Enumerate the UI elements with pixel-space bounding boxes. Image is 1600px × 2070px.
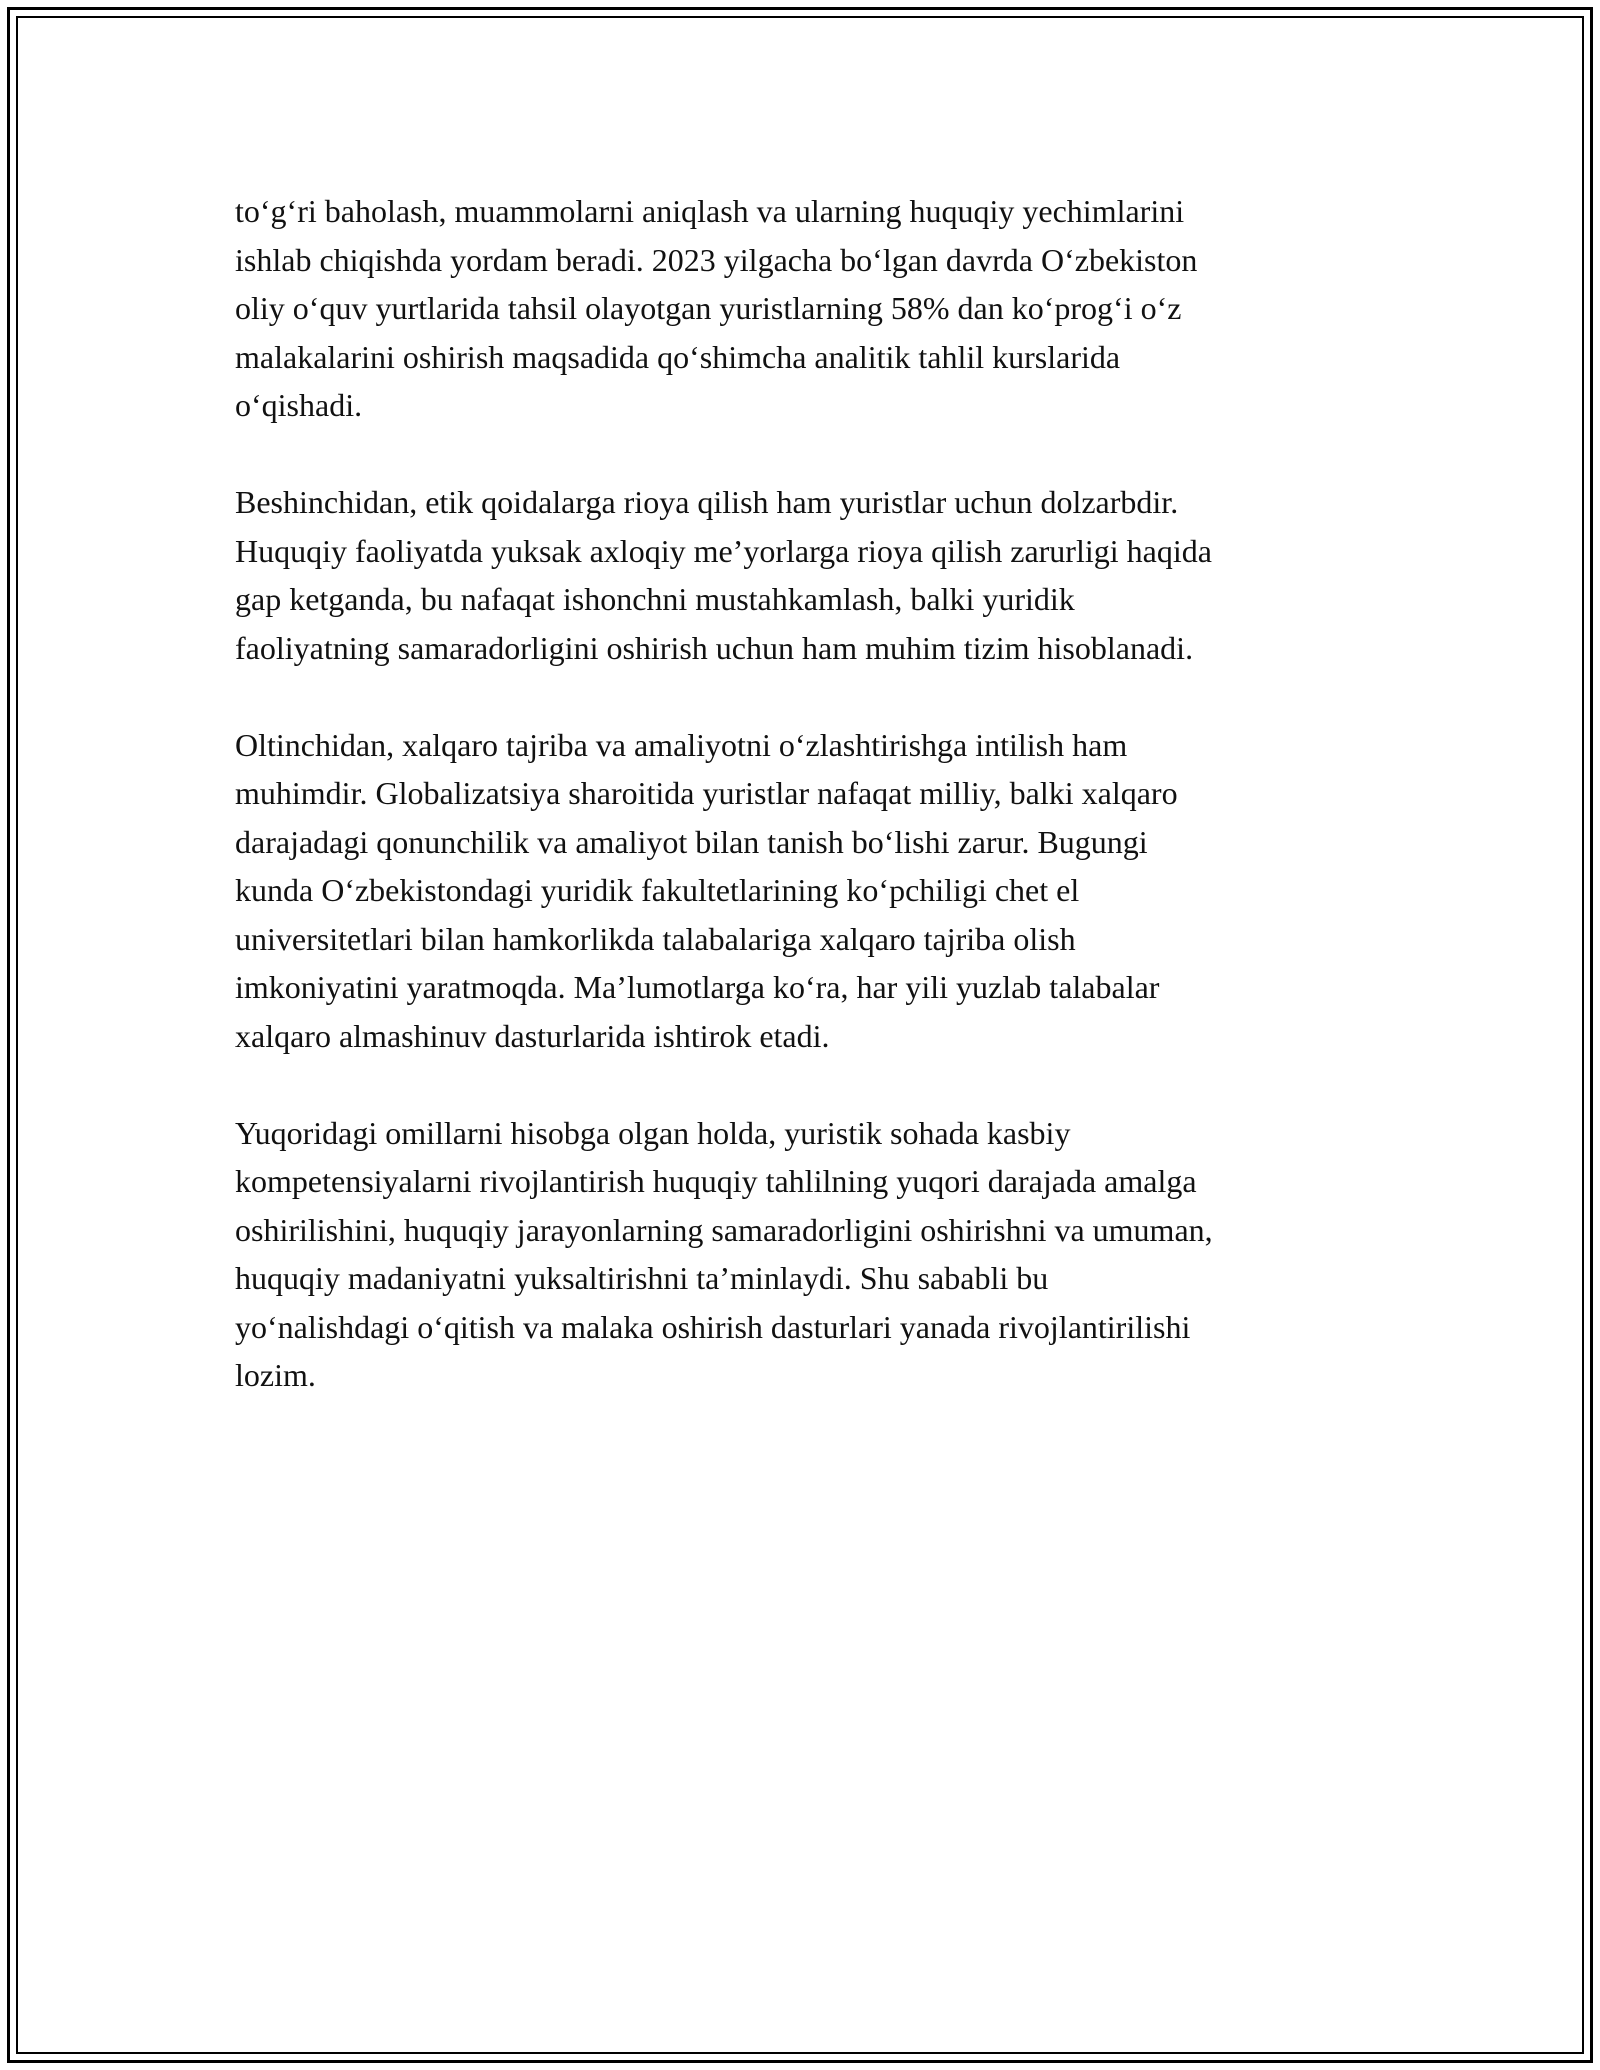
text-line: o‘qishadi. [235, 387, 363, 423]
paragraph-3 [235, 721, 1365, 1061]
text-line: imkoniyatini yaratmoqda. Ma’lumotlarga ko‘ra, har yili yuzlab talabalar [235, 969, 1160, 1005]
text-line: Huquqiy faoliyatda yuksak axloqiy me’yorlarga rioya qilish zarurligi haqida [235, 532, 1212, 569]
text-line: oliy o‘quv yurtlarida tahsil olayotgan yuristlarning 58% dan ko‘prog‘i o‘z [235, 290, 1182, 326]
paragraph-4 [235, 1109, 1365, 1400]
text-line: universitetlari bilan hamkorlikda talabalariga xalqaro tajriba olish [235, 920, 1076, 957]
paragraph-2 [235, 478, 1365, 672]
text-line: lozim. [235, 1357, 316, 1393]
text-line: yo‘nalishdagi o‘qitish va malaka oshirish dasturlari yanada rivojlantirilishi [235, 1308, 1191, 1345]
text-line: ishlab chiqishda yordam beradi. 2023 yilgacha bo‘lgan davrda O‘zbekiston [235, 241, 1198, 278]
text-line: malakalarini oshirish maqsadida qo‘shimcha analitik tahlil kurslarida [235, 338, 1121, 375]
text-line: Beshinchidan, etik qoidalarga rioya qilish ham yuristlar uchun dolzarbdir. [235, 484, 1179, 520]
text-line: gap ketganda, bu nafaqat ishonchni mustahkamlash, balki yuridik [235, 581, 1075, 617]
text-line: to‘g‘ri baholash, muammolarni aniqlash va ularning huquqiy yechimlarini [235, 193, 1185, 229]
document-body [235, 187, 1365, 1448]
text-line: xalqaro almashinuv dasturlarida ishtirok etadi. [235, 1017, 830, 1054]
text-line: faoliyatning samaradorligini oshirish uchun ham muhim tizim hisoblanadi. [235, 629, 1194, 666]
text-line: darajadagi qonunchilik va amaliyot bilan tanish bo‘lishi zarur. Bugungi [235, 823, 1148, 860]
text-line: kunda O‘zbekistondagi yuridik fakultetlarining ko‘pchiligi chet el [235, 872, 1080, 908]
text-line: oshirilishini, huquqiy jarayonlarning samaradorligini oshirishni va umuman, [235, 1211, 1213, 1248]
text-line: Yuqoridagi omillarni hisobga olgan holda, yuristik sohada kasbiy [235, 1114, 1071, 1151]
text-line: Oltinchidan, xalqaro tajriba va amaliyotni o‘zlashtirishga intilish ham [235, 726, 1128, 763]
text-line: kompetensiyalarni rivojlantirish huquqiy tahlilning yuqori darajada amalga [235, 1163, 1197, 1199]
text-line: huquqiy madaniyatni yuksaltirishni ta’minlaydi. Shu sababli bu [235, 1260, 1049, 1296]
paragraph-1 [235, 187, 1365, 430]
text-line: muhimdir. Globalizatsiya sharoitida yuristlar nafaqat milliy, balki xalqaro [235, 775, 1178, 811]
